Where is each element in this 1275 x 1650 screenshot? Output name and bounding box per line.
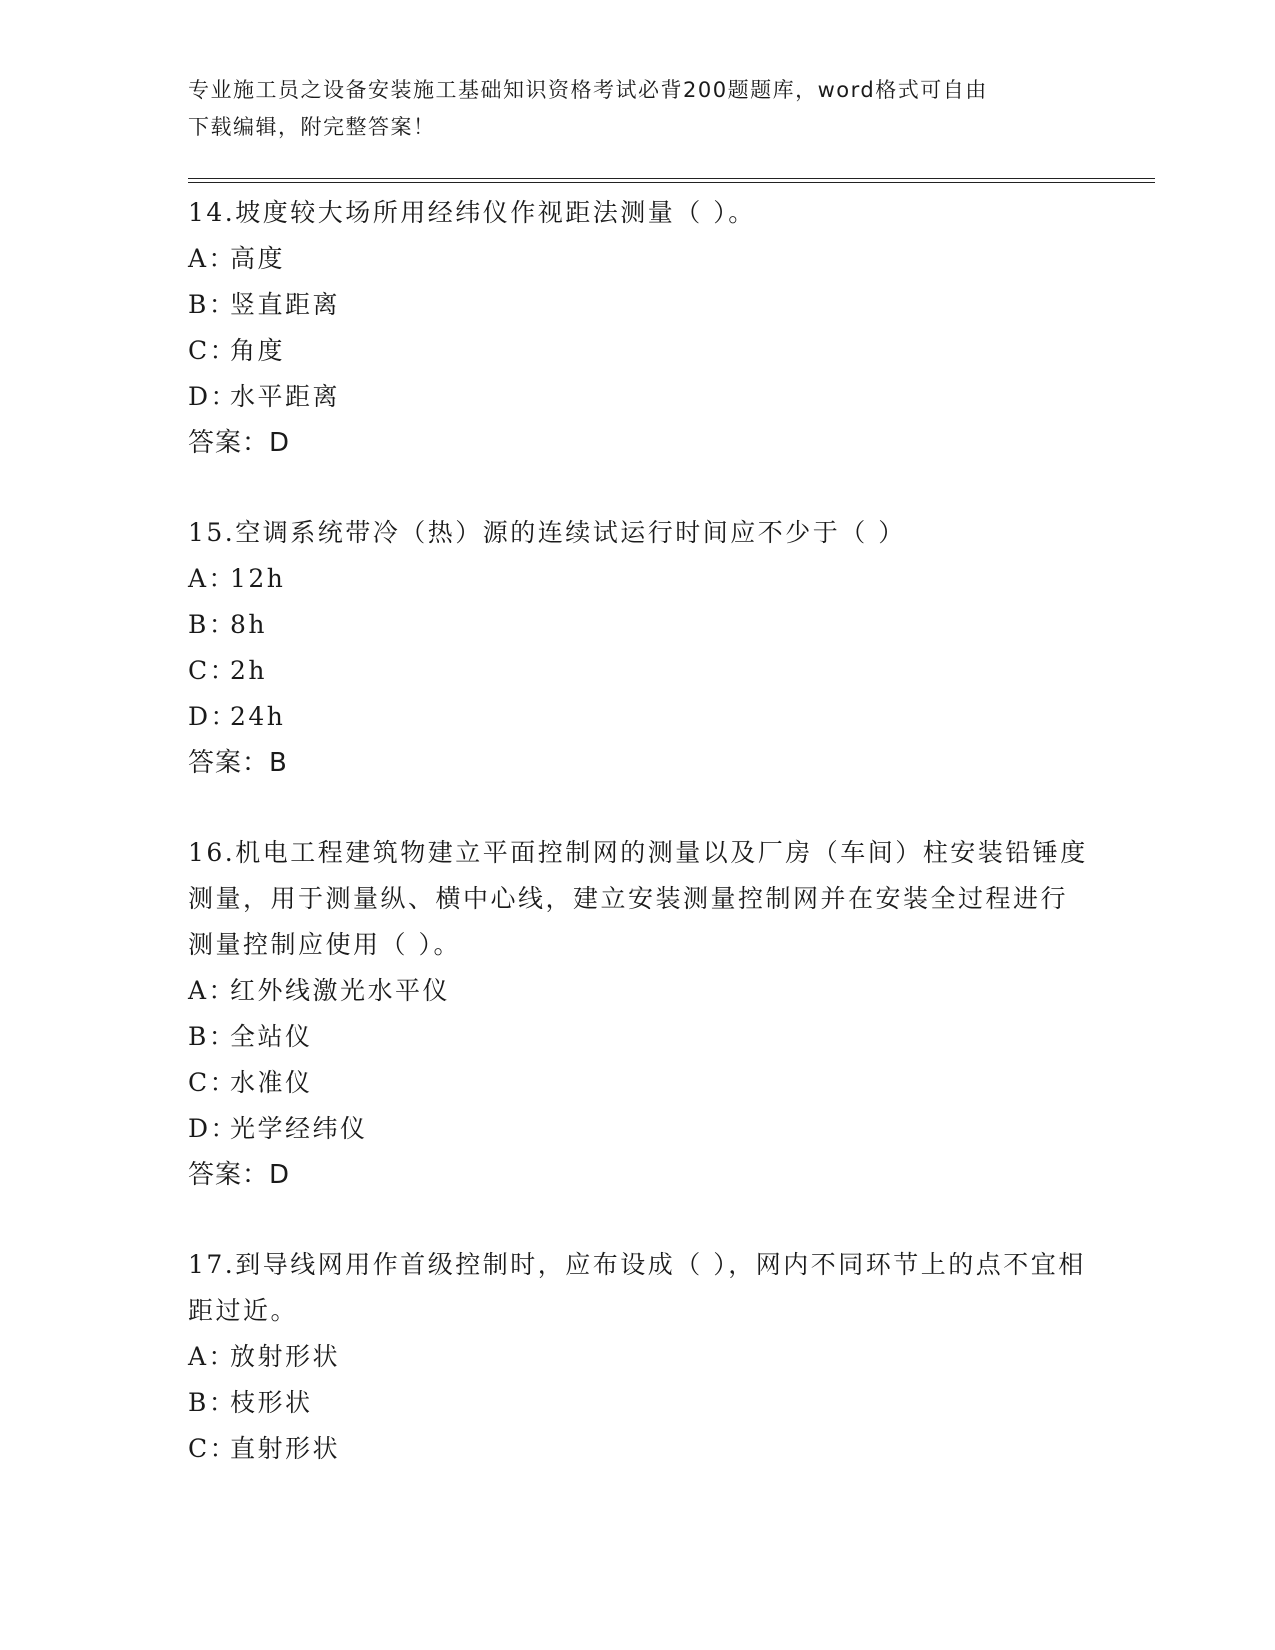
header-divider-top [188, 178, 1155, 179]
option-c [188, 1426, 1088, 1472]
question-number: 17. [188, 1250, 236, 1279]
option-c [188, 328, 1088, 374]
answer-line: 答案：D [188, 1160, 291, 1190]
option-b [188, 282, 1088, 328]
header-line-2: 下载编辑，附完整答案！ [188, 115, 436, 139]
option-a [188, 236, 1088, 282]
question-text [188, 190, 1088, 236]
option-key: C： [188, 656, 238, 685]
question-14 [188, 190, 1088, 466]
question-body: 空调系统带冷（热）源的连续试运行时间应不少于（ ） [235, 518, 906, 547]
question-17 [188, 1242, 1088, 1472]
option-b [188, 1014, 1088, 1060]
option-text: 枝形状 [230, 1388, 313, 1417]
document-header [188, 72, 1078, 146]
option-a [188, 968, 1088, 1014]
question-body: 机电工程建筑物建立平面控制网的测量以及厂房（车间）柱安装铅锤度测量，用于测量纵、横中心线，建立安装测量控制网并在安装全过程进行测量控制应使用（ ）。 [188, 838, 1088, 959]
option-key: A： [188, 564, 237, 593]
option-text: 8h [230, 610, 268, 639]
option-text: 放射形状 [230, 1342, 341, 1371]
question-text [188, 830, 1088, 968]
option-text: 全站仪 [230, 1022, 313, 1051]
option-key: D： [188, 702, 239, 731]
option-text: 高度 [230, 244, 286, 273]
option-key: B： [188, 1388, 237, 1417]
option-a [188, 1334, 1088, 1380]
option-d [188, 694, 1088, 740]
option-d [188, 1106, 1088, 1152]
answer-line: 答案：B [188, 748, 288, 778]
option-key: C： [188, 1068, 238, 1097]
option-key: C： [188, 1434, 238, 1463]
option-key: D： [188, 1114, 239, 1143]
option-key: A： [188, 976, 237, 1005]
option-text: 2h [230, 656, 268, 685]
option-key: D： [188, 382, 239, 411]
answer-line: 答案：D [188, 428, 291, 458]
option-text: 12h [230, 564, 286, 593]
option-text: 红外线激光水平仪 [230, 976, 451, 1005]
option-key: C： [188, 336, 238, 365]
question-body: 坡度较大场所用经纬仪作视距法测量（ ）。 [235, 198, 756, 227]
question-number: 14. [188, 198, 236, 227]
option-c [188, 648, 1088, 694]
option-text: 水平距离 [230, 382, 341, 411]
option-text: 光学经纬仪 [230, 1114, 368, 1143]
header-line-1: 专业施工员之设备安装施工基础知识资格考试必背200题题库，word格式可自由 [188, 78, 988, 102]
option-key: A： [188, 1342, 237, 1371]
question-text [188, 510, 1088, 556]
question-number: 16. [188, 838, 236, 867]
header-divider-bottom [188, 182, 1155, 183]
option-b [188, 602, 1088, 648]
option-key: B： [188, 1022, 237, 1051]
option-text: 24h [230, 702, 286, 731]
option-text: 角度 [230, 336, 286, 365]
question-body: 到导线网用作首级控制时，应布设成（ ），网内不同环节上的点不宜相距过近。 [188, 1250, 1086, 1325]
option-key: B： [188, 290, 237, 319]
option-b [188, 1380, 1088, 1426]
question-15 [188, 510, 1088, 786]
question-16 [188, 830, 1088, 1198]
option-text: 水准仪 [230, 1068, 313, 1097]
question-number: 15. [188, 518, 236, 547]
option-d [188, 374, 1088, 420]
option-text: 竖直距离 [230, 290, 341, 319]
option-a [188, 556, 1088, 602]
question-list [188, 190, 1088, 1516]
option-key: B： [188, 610, 237, 639]
option-c [188, 1060, 1088, 1106]
option-text: 直射形状 [230, 1434, 341, 1463]
question-text [188, 1242, 1088, 1334]
option-key: A： [188, 244, 237, 273]
